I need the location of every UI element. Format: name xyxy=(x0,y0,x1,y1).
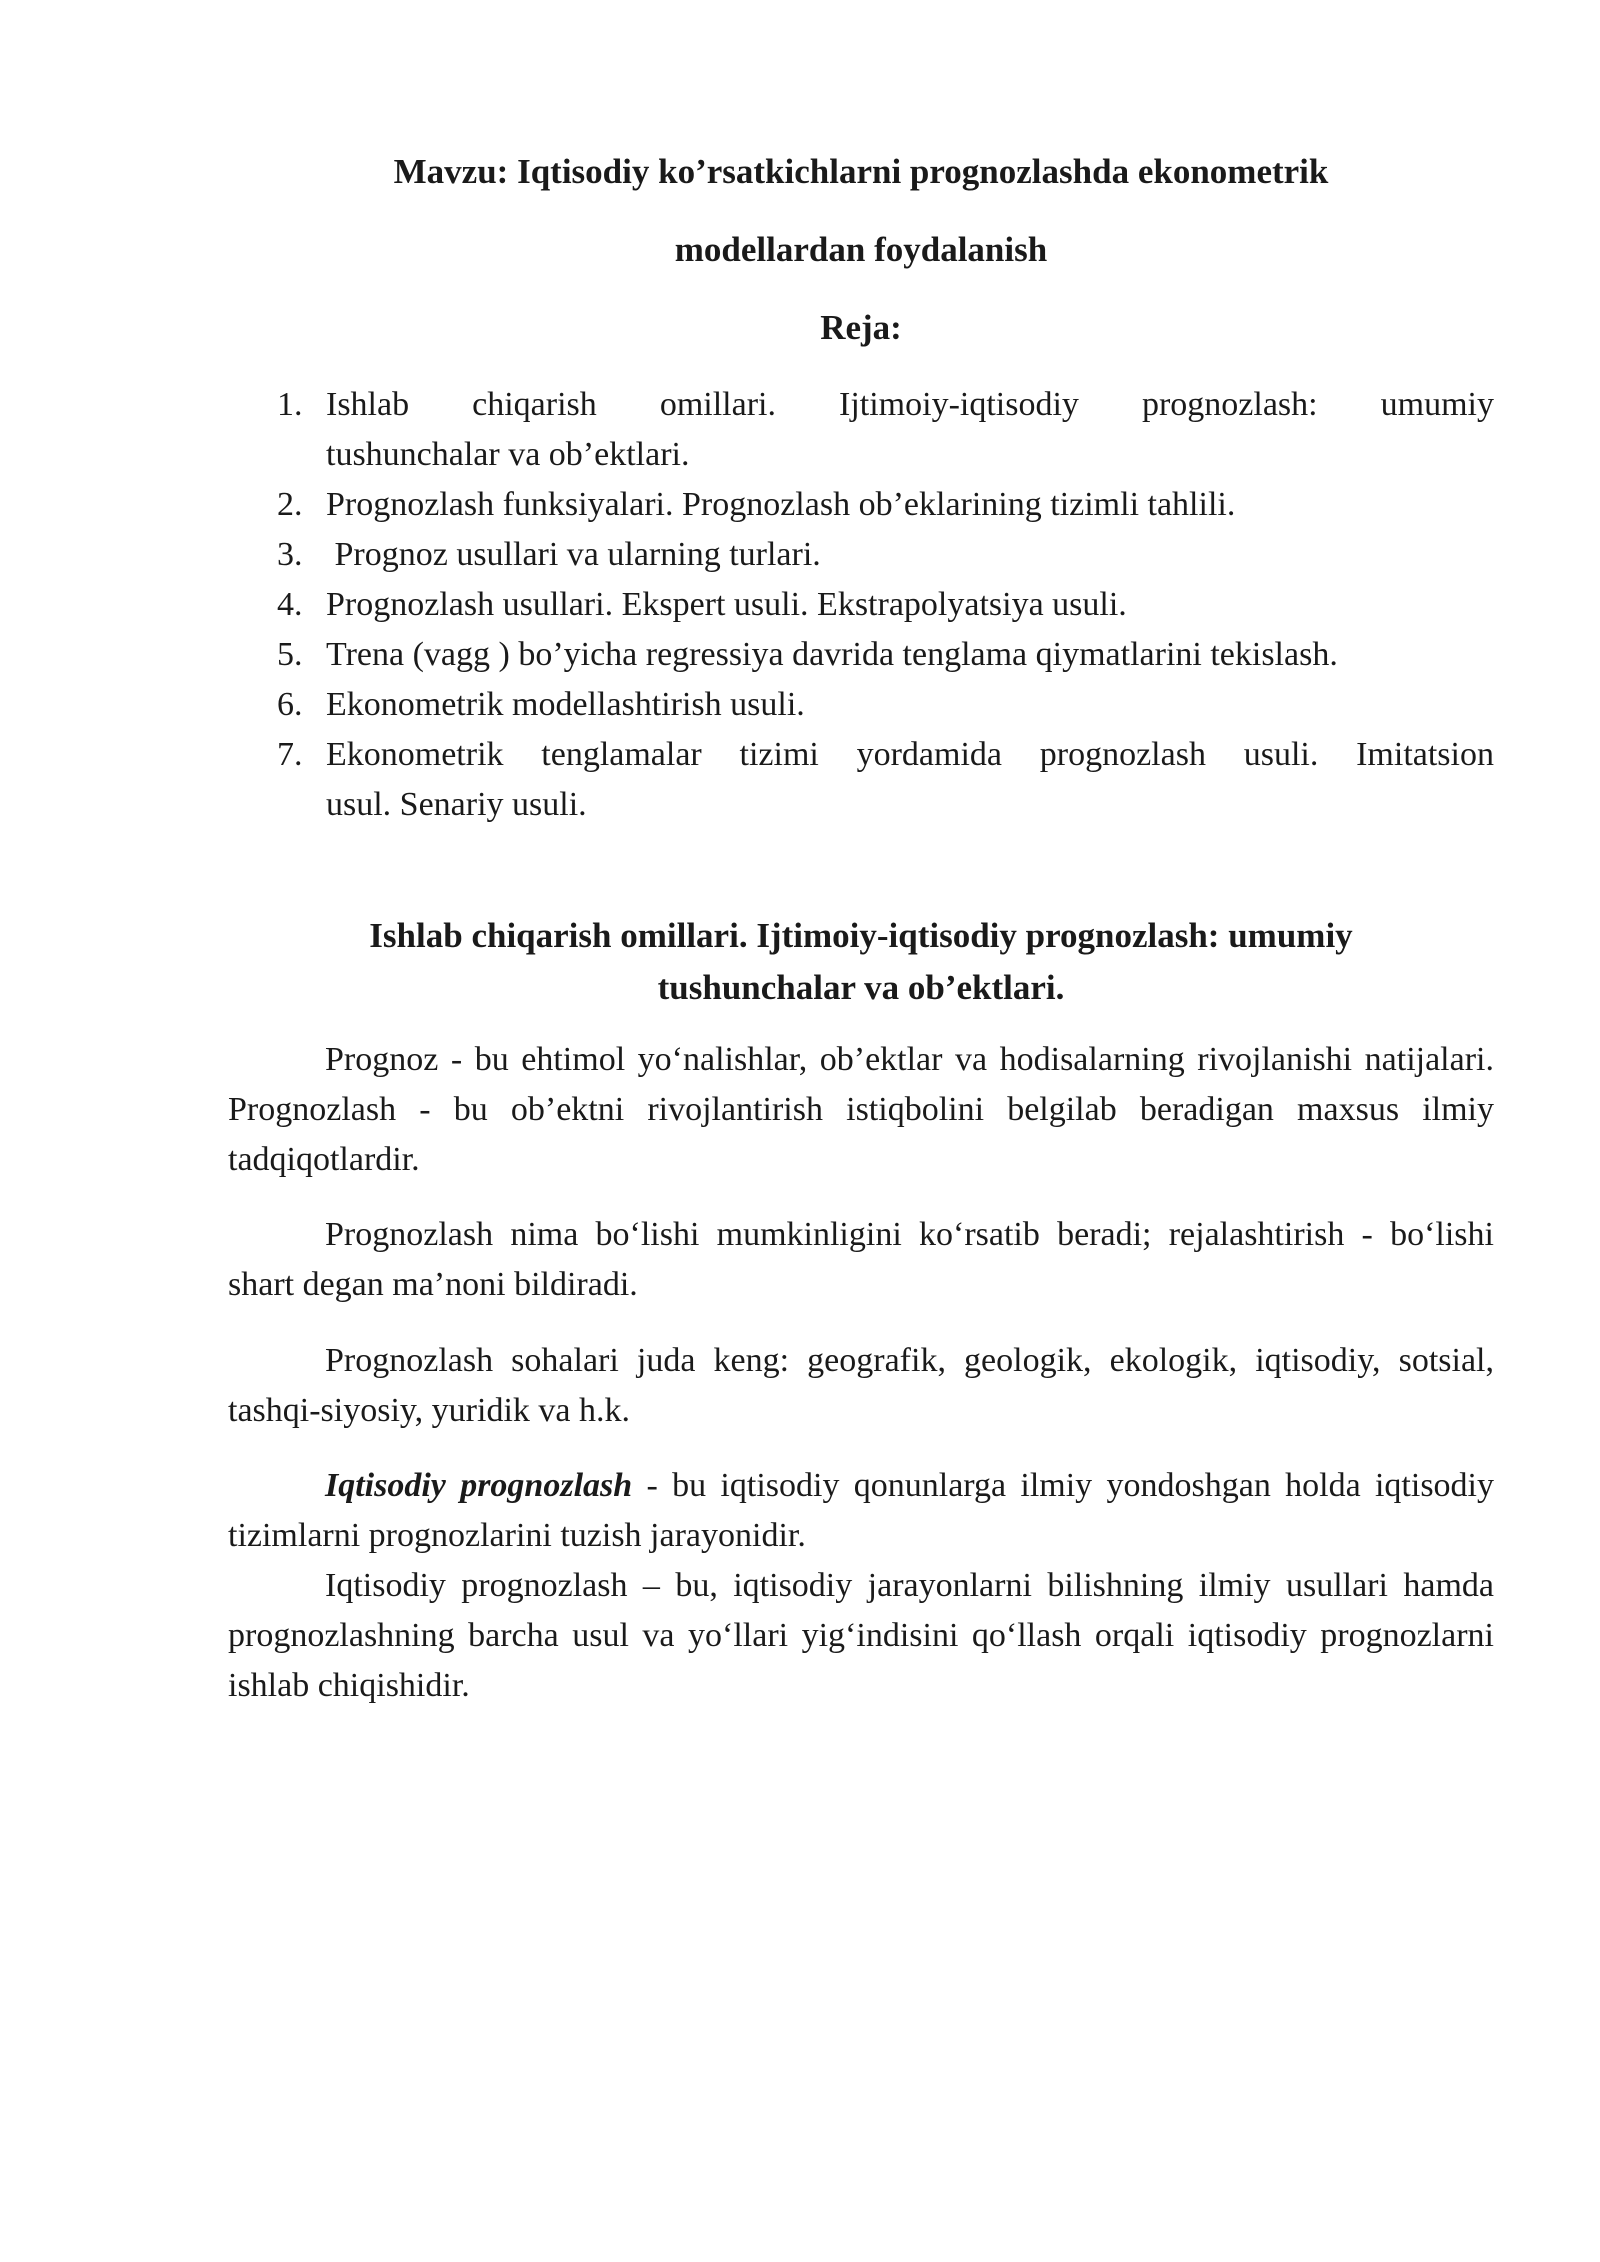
paragraph-prognozlash-vs-planning: Prognozlash nima bo‘lishi mumkinligini ko‘rsatib beradi; rejalashtirish - bo‘lishi shart degan ma’noni bildiradi. xyxy=(228,1216,1494,1303)
plan-item-text: Prognoz usullari va ularning turlari. xyxy=(326,536,821,573)
paragraph-economic-forecasting-methods: Iqtisodiy prognozlash – bu, iqtisodiy jarayonlarni bilishning ilmiy usullari hamda prognozlashning barcha usul va yo‘llari yig‘indisini qo‘llash orqali iqtisodiy prognozlarni ishlab chiqishidir. xyxy=(228,1567,1494,1704)
plan-item-number: 1. xyxy=(277,386,303,423)
plan-item-3 xyxy=(228,530,1494,580)
plan-item-text: Ekonometrik modellashtirish usuli. xyxy=(326,686,805,723)
plan-item-number: 4. xyxy=(277,586,303,623)
document-title-line-1: Mavzu: Iqtisodiy ko’rsatkichlarni prognozlashda ekonometrik xyxy=(393,152,1329,191)
plan-item-number: 6. xyxy=(277,686,303,723)
plan-item-text: Prognozlash usullari. Ekspert usuli. Ekstrapolyatsiya usuli. xyxy=(326,586,1127,623)
plan-item-number: 5. xyxy=(277,636,303,673)
plan-item-6 xyxy=(228,680,1494,730)
document-title-line-2: modellardan foydalanish xyxy=(674,230,1048,269)
plan-item-text: Prognozlash funksiyalari. Prognozlash ob’eklarining tizimli tahlili. xyxy=(326,486,1236,523)
plan-item-text-continued: tushunchalar va ob’ektlari. xyxy=(326,436,690,473)
plan-item-2 xyxy=(228,480,1494,530)
plan-item-text: Ishlab chiqarish omillari. Ijtimoiy-iqtisodiy prognozlash: umumiy xyxy=(326,386,1494,423)
paragraph-prognozlash-areas: Prognozlash sohalari juda keng: geografik, geologik, ekologik, iqtisodiy, sotsial, tashqi-siyosiy, yuridik va h.k. xyxy=(228,1342,1494,1429)
plan-list xyxy=(228,380,1494,830)
plan-item-5 xyxy=(228,630,1494,680)
plan-item-number: 3. xyxy=(277,536,303,573)
paragraph-text: - bu iqtisodiy qonunlarga ilmiy yondoshgan holda iqtisodiy tizimlarni prognozlarini tuzish jarayonidir. xyxy=(228,1467,1494,1554)
plan-item-text: Ekonometrik tenglamalar tizimi yordamida prognozlash usuli. Imitatsion xyxy=(326,736,1494,773)
plan-item-text: Trena (vagg ) bo’yicha regressiya davrida tenglama qiymatlarini tekislash. xyxy=(326,636,1338,673)
paragraph-prognoz-definition: Prognoz - bu ehtimol yo‘nalishlar, ob’ektlar va hodisalarning rivojlanishi natijalari. Prognozlash - bu ob’ektni rivojlantirish istiqbolini belgilab beradigan maxsus ilmiy tadqiqotlardir. xyxy=(228,1041,1494,1178)
section-heading xyxy=(228,910,1494,1014)
section-heading-line-1: Ishlab chiqarish omillari. Ijtimoiy-iqtisodiy prognozlash: umumiy xyxy=(369,916,1353,955)
plan-item-1 xyxy=(228,380,1494,480)
plan-heading: Reja: xyxy=(820,308,902,347)
plan-item-number: 2. xyxy=(277,486,303,523)
plan-item-7 xyxy=(228,730,1494,830)
plan-item-number: 7. xyxy=(277,736,303,773)
plan-item-text-continued: usul. Senariy usuli. xyxy=(326,786,587,823)
plan-item-4 xyxy=(228,580,1494,630)
emphasized-term: Iqtisodiy prognozlash xyxy=(325,1467,633,1504)
paragraph-economic-forecasting xyxy=(228,1461,1494,1561)
section-heading-line-2: tushunchalar va ob’ektlari. xyxy=(657,968,1065,1007)
